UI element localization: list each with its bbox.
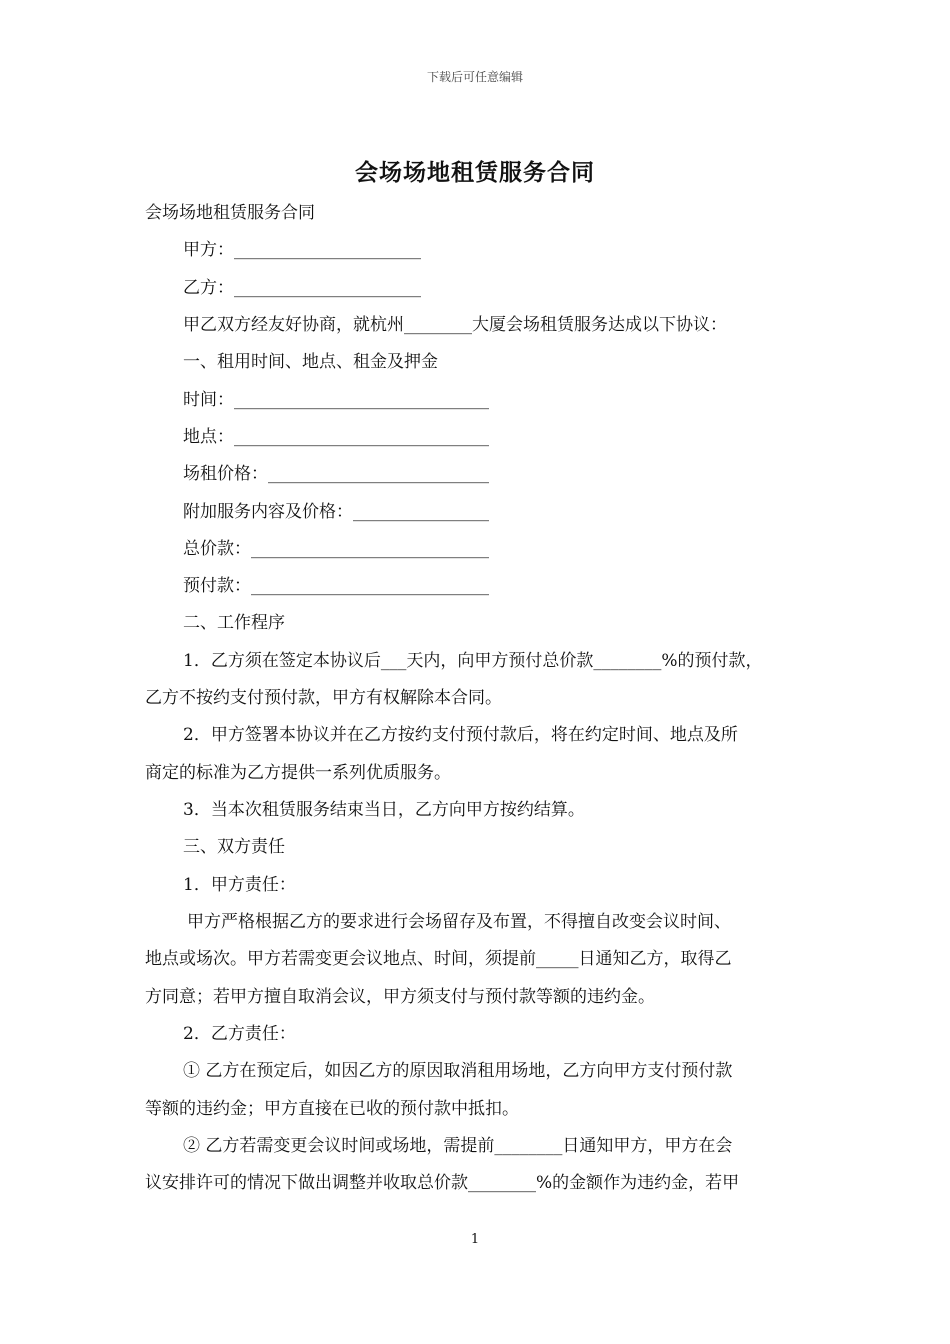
section-heading: 一、租用时间、地点、租金及押金: [183, 352, 438, 372]
body-line: ① 乙方在预定后，如因乙方的原因取消租用场地，乙方向甲方支付预付款: [183, 1061, 733, 1081]
document-title: 会场场地租赁服务合同: [355, 159, 595, 186]
body-line: 时间：______________________________: [183, 390, 489, 410]
body-line: ② 乙方若需变更会议时间或场地，需提前________日通知甲方，甲方在会: [183, 1136, 733, 1156]
body-line: 预付款：____________________________: [183, 576, 489, 596]
body-line: 商定的标准为乙方提供一系列优质服务。: [145, 763, 451, 783]
body-line: 2．乙方责任：: [183, 1024, 296, 1044]
page-header: 下载后可任意编辑: [426, 70, 523, 84]
body-line: 等额的违约金；甲方直接在已收的预付款中抵扣。: [145, 1099, 519, 1119]
page-number: 1: [470, 1232, 480, 1247]
body-line: 总价款：____________________________: [183, 539, 489, 559]
body-line: 地点或场次。甲方若需变更会议地点、时间，须提前_____日通知乙方，取得乙: [145, 949, 732, 969]
section-heading: 二、工作程序: [183, 613, 285, 633]
body-line: 2．甲方签署本协议并在乙方按约支付预付款后，将在约定时间、地点及所: [183, 725, 738, 745]
section-heading: 三、双方责任: [183, 837, 285, 857]
body-line: 3．当本次租赁服务结束当日，乙方向甲方按约结算。: [183, 800, 585, 820]
body-line: 1．甲方责任：: [183, 875, 296, 895]
body-line: 乙方不按约支付预付款，甲方有权解除本合同。: [145, 688, 502, 708]
body-line: 甲乙双方经友好协商，就杭州________大厦会场租赁服务达成以下协议：: [183, 315, 727, 335]
body-line: 会场场地租赁服务合同: [145, 203, 315, 223]
body-line: 1．乙方须在签定本协议后___天内，向甲方预付总价款________%的预付款，: [183, 651, 763, 671]
body-line: 场租价格：__________________________: [183, 464, 489, 484]
body-line: 甲方严格根据乙方的要求进行会场留存及布置，不得擅自改变会议时间、: [187, 912, 731, 932]
body-line: 附加服务内容及价格：________________: [183, 502, 489, 522]
body-line: 地点：______________________________: [183, 427, 489, 447]
body-line: 方同意；若甲方擅自取消会议，甲方须支付与预付款等额的违约金。: [145, 987, 655, 1007]
body-line: 乙方：______________________: [183, 278, 421, 298]
body-line: 甲方：______________________: [183, 240, 421, 260]
body-line: 议安排许可的情况下做出调整并收取总价款________%的金额作为违约金，若甲: [145, 1173, 740, 1193]
